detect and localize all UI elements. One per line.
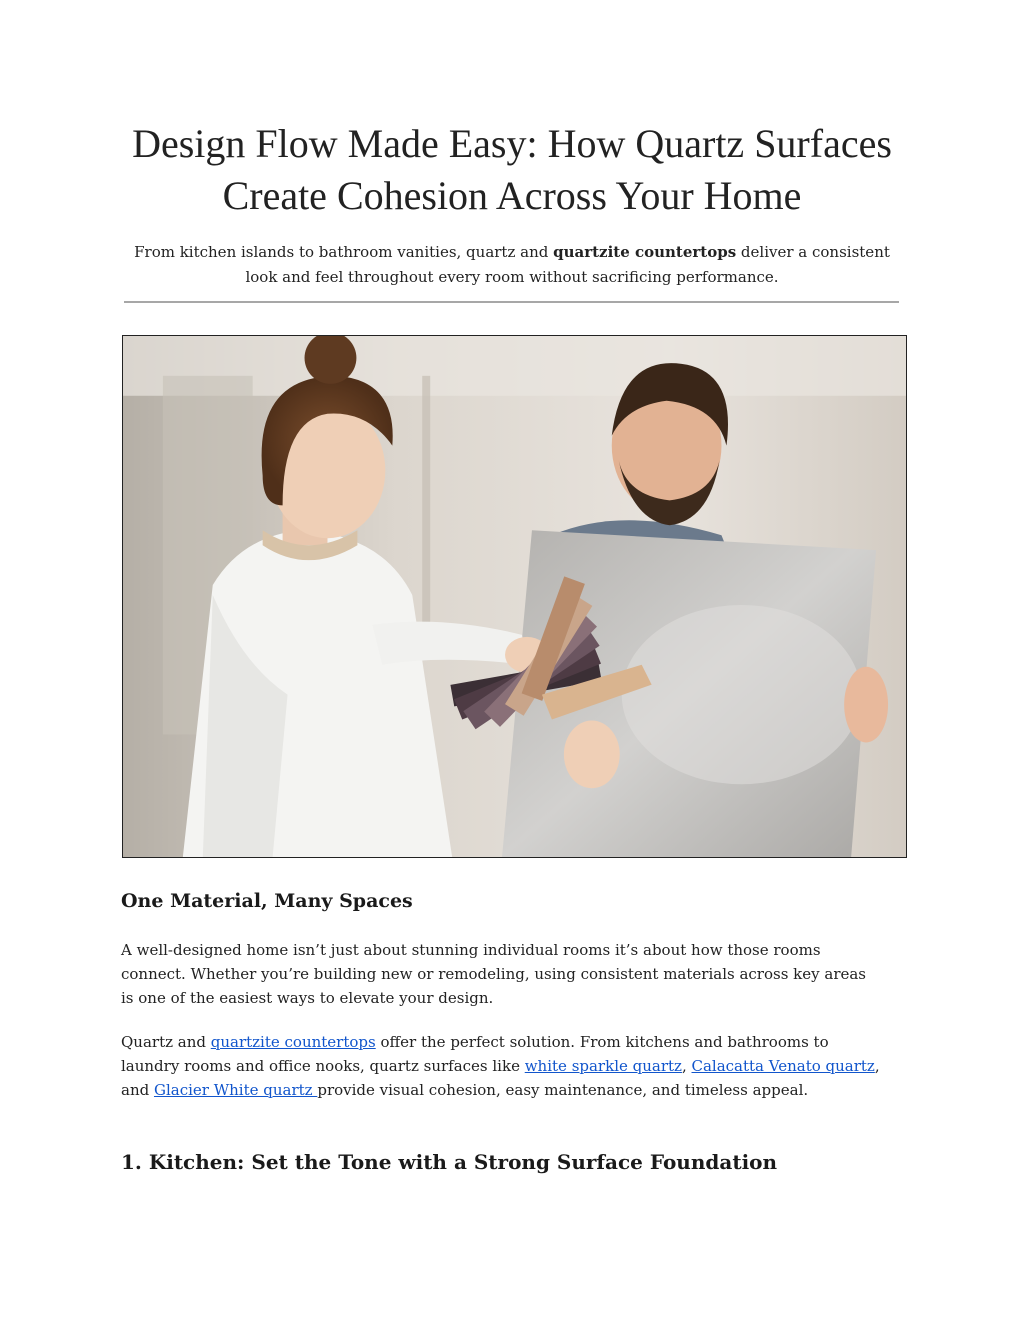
subtitle-text-start: From kitchen islands to bathroom vanities, quartz and xyxy=(134,243,554,261)
subtitle-bold-term: quartzite countertops xyxy=(553,243,737,261)
link-quartzite-countertops[interactable]: quartzite countertops xyxy=(210,1033,376,1051)
paragraph-text: , and xyxy=(121,1057,880,1099)
hero-image xyxy=(122,335,907,858)
hero-photo-illustration xyxy=(123,336,906,857)
horizontal-divider xyxy=(124,301,899,303)
paragraph-intro: A well-designed home isn’t just about stunning individual rooms it’s about how those rooms connect. Whether you’re building new or remodeling, using consistent materials across key areas is one of the easiest ways to elevate your design. xyxy=(121,941,867,1007)
section-heading-kitchen: 1. Kitchen: Set the Tone with a Strong Surface Foundation xyxy=(121,1150,778,1174)
paragraph-text: offer the perfect solution. From kitchens and bathrooms to laundry rooms and office nooks, quartz surfaces like xyxy=(121,1033,829,1075)
paragraph-text: Quartz and xyxy=(121,1033,211,1051)
subtitle xyxy=(130,240,894,290)
link-calacatta-venato-quartz[interactable]: Calacatta Venato quartz xyxy=(691,1057,875,1075)
page-title: Design Flow Made Easy: How Quartz Surfaces Create Cohesion Across Your Home xyxy=(132,121,892,218)
paragraph-text: , xyxy=(681,1057,692,1075)
link-glacier-white-quartz[interactable]: Glacier White quartz xyxy=(153,1081,318,1099)
subtitle-text-end: deliver a consistent look and feel throughout every room without sacrificing performance. xyxy=(245,243,890,286)
paragraph-text: provide visual cohesion, easy maintenance, and timeless appeal. xyxy=(317,1081,809,1099)
link-white-sparkle-quartz[interactable]: white sparkle quartz xyxy=(524,1057,682,1075)
section-heading-one-material: One Material, Many Spaces xyxy=(121,890,413,912)
paragraph-quartz-options xyxy=(121,1030,881,1102)
